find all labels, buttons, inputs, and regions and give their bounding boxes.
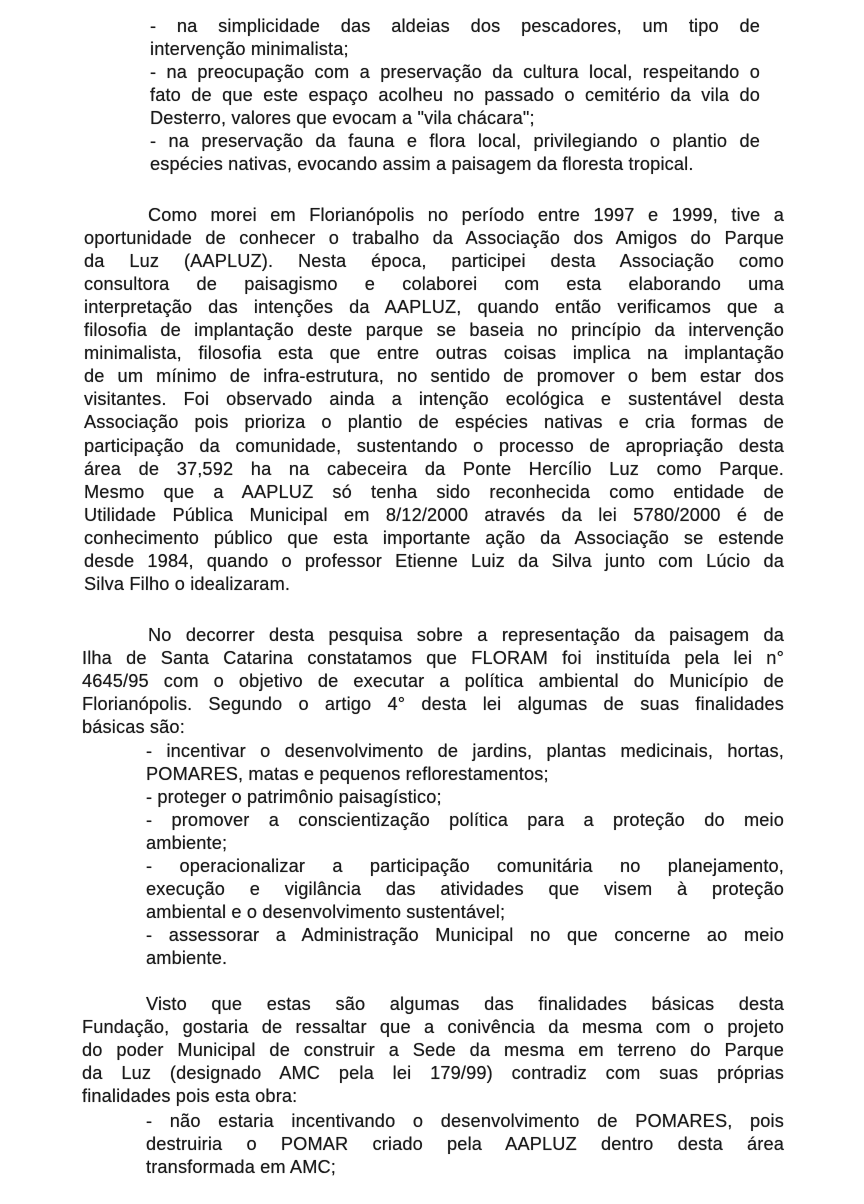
floram-paragraph-line: Ilha de Santa Catarina constatamos que FLORAM foi instituída pela lei n° [82, 648, 784, 668]
aapluz-paragraph-line: participação da comunidade, sustentando o processo de apropriação desta [84, 435, 784, 456]
aapluz-paragraph-line: Associação pois prioriza o plantio de espécies nativas e cria formas de [84, 412, 784, 433]
aapluz-paragraph-line: conhecimento público que esta importante ação da Associação se estende [84, 527, 784, 548]
floram-purpose-line: - proteger o patrimônio paisagístico; [146, 787, 442, 807]
aapluz-paragraph-line: Utilidade Pública Municipal em 8/12/2000 através da lei 5780/2000 é de [84, 504, 784, 525]
principle-item-line: - na simplicidade das aldeias dos pescadores, um tipo de [150, 16, 760, 36]
floram-paragraph-line: Florianópolis. Segundo o artigo 4° desta lei algumas de suas finalidades [82, 694, 784, 714]
aapluz-paragraph-line: oportunidade de conhecer o trabalho da Associação dos Amigos do Parque [84, 228, 784, 249]
aapluz-paragraph-line: Mesmo que a AAPLUZ só tenha sido reconhecida como entidade de [84, 481, 784, 502]
floram-purpose-line: ambiente. [146, 948, 228, 968]
floram-purpose-line: - operacionalizar a participação comunitária no planejamento, [146, 856, 784, 876]
principle-item-line: - na preservação da fauna e flora local, privilegiando o plantio de [150, 131, 760, 151]
floram-purpose-line: - assessorar a Administração Municipal no que concerne ao meio [146, 925, 784, 945]
floram-purpose-line: POMARES, matas e pequenos reflorestamentos; [146, 764, 549, 784]
consequence-item-line: transformada em AMC; [146, 1157, 336, 1177]
floram-paragraph-line: No decorrer desta pesquisa sobre a representação da paisagem da [148, 625, 784, 645]
aapluz-paragraph-line: Como morei em Florianópolis no período entre 1997 e 1999, tive a [148, 205, 784, 225]
aapluz-paragraph-line: consultora de paisagismo e colaborei com esta elaborando uma [84, 274, 784, 295]
contradiction-paragraph-line: da Luz (designado AMC pela lei 179/99) contradiz com suas próprias [82, 1063, 784, 1083]
floram-purpose-line: - promover a conscientização política para a proteção do meio [146, 810, 784, 830]
floram-purpose-line: execução e vigilância das atividades que visem à proteção [146, 879, 784, 899]
floram-purpose-line: ambiental e o desenvolvimento sustentável; [146, 902, 506, 922]
floram-paragraph-line: 4645/95 com o objetivo de executar a política ambiental do Município de [82, 671, 784, 691]
aapluz-paragraph-line: interpretação das intenções da AAPLUZ, quando então verificamos que a [84, 297, 784, 318]
aapluz-paragraph-line: Silva Filho o idealizaram. [84, 573, 291, 594]
principle-item-line: fato de que este espaço acolheu no passado o cemitério da vila do [150, 85, 760, 105]
floram-purpose-line: ambiente; [146, 833, 228, 853]
floram-paragraph-line: básicas são: [82, 717, 185, 737]
contradiction-paragraph-line: finalidades pois esta obra: [82, 1086, 298, 1106]
consequence-item-line: - não estaria incentivando o desenvolvimento de POMARES, pois [146, 1111, 784, 1131]
principle-item-line: espécies nativas, evocando assim a paisagem da floresta tropical. [150, 154, 694, 174]
principle-item-line: - na preocupação com a preservação da cultura local, respeitando o [150, 62, 760, 82]
contradiction-paragraph-line: Fundação, gostaria de ressaltar que a conivência da mesma com o projeto [82, 1017, 784, 1037]
principle-item-line: Desterro, valores que evocam a "vila chácara"; [150, 108, 535, 128]
contradiction-paragraph-line: Visto que estas são algumas das finalidades básicas desta [146, 994, 784, 1014]
aapluz-paragraph-line: filosofia de implantação deste parque se baseia no princípio da intervenção [84, 320, 784, 341]
aapluz-paragraph-line: da Luz (AAPLUZ). Nesta época, participei desta Associação como [84, 251, 784, 272]
consequence-item-line: destruiria o POMAR criado pela AAPLUZ dentro desta área [146, 1134, 784, 1154]
aapluz-paragraph-line: de um mínimo de infra-estrutura, no sentido de promover o bem estar dos [84, 366, 784, 387]
aapluz-paragraph-line: visitantes. Foi observado ainda a intenção ecológica e sustentável desta [84, 389, 784, 410]
floram-purpose-line: - incentivar o desenvolvimento de jardins, plantas medicinais, hortas, [146, 741, 784, 761]
aapluz-paragraph-line: desde 1984, quando o professor Etienne Luiz da Silva junto com Lúcio da [84, 550, 784, 571]
aapluz-paragraph-line: área de 37,592 ha na cabeceira da Ponte Hercílio Luz como Parque. [84, 458, 784, 479]
contradiction-paragraph-line: do poder Municipal de construir a Sede da mesma em terreno do Parque [82, 1040, 784, 1060]
principle-item-line: intervenção minimalista; [150, 39, 349, 59]
aapluz-paragraph-line: minimalista, filosofia esta que entre outras coisas implica na implantação [84, 343, 784, 364]
